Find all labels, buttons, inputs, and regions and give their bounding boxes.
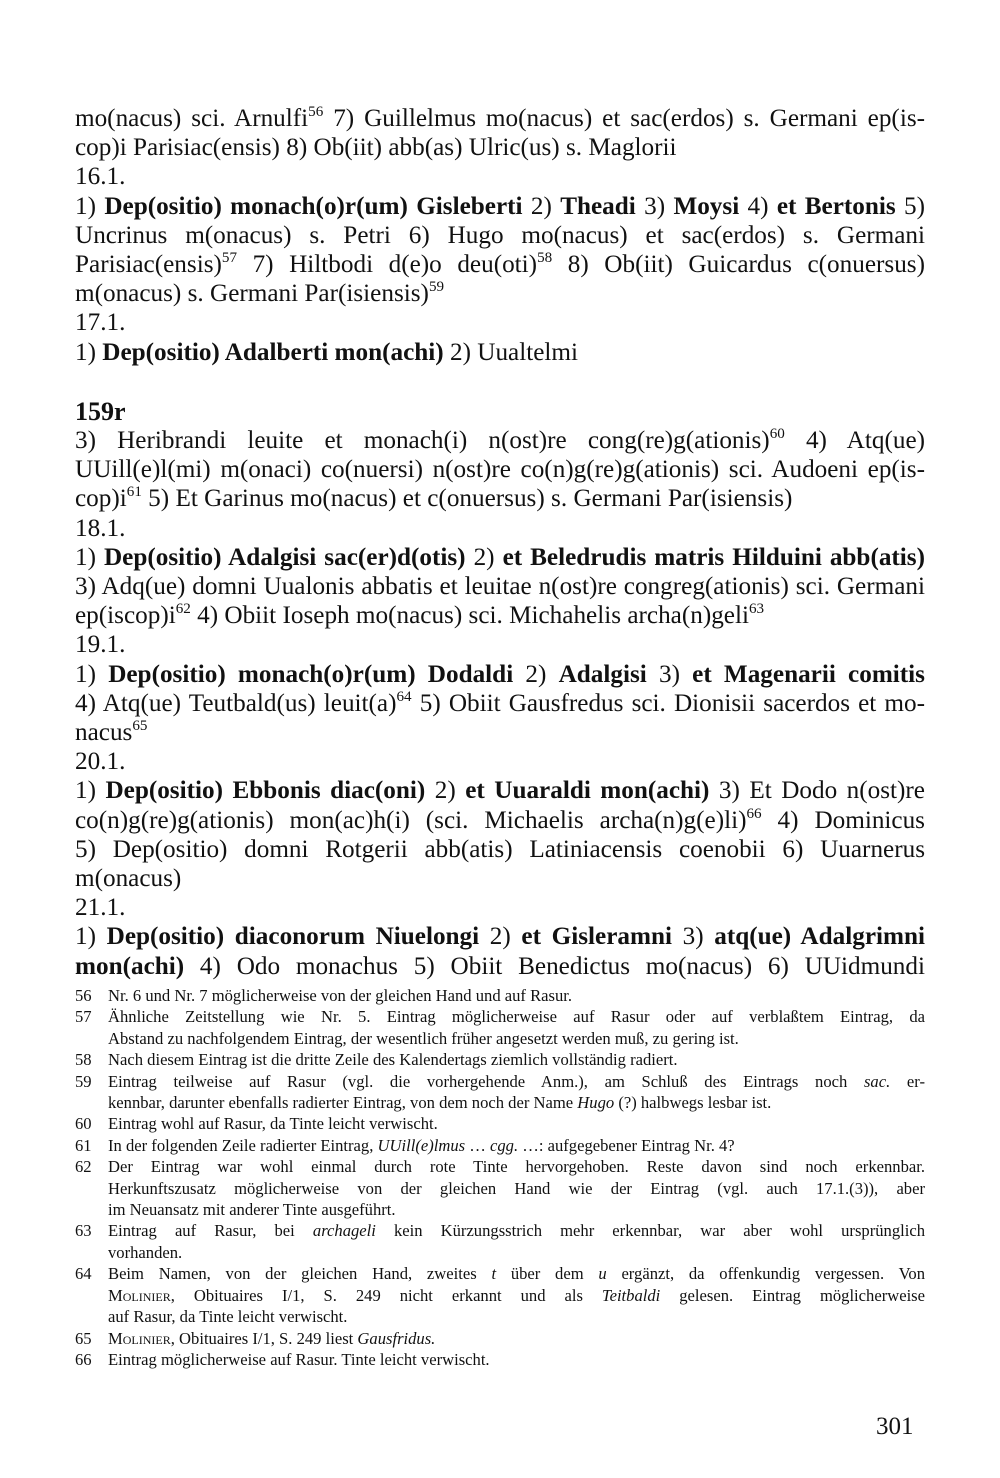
folio-heading: 159r	[75, 396, 126, 426]
footnotes	[75, 985, 925, 1370]
footnote-line: vorhanden.	[108, 1242, 183, 1262]
footnote-line: Ähnliche Zeitstellung wie Nr. 5. Eintrag möglicherweise auf Rasur oder auf verblaßtem Eintrag, da	[108, 1007, 925, 1027]
text-line: 1) Dep(ositio) diaconorum Niuelongi 2) et Gisleramni 3) atq(ue) Adalgrimni	[75, 923, 925, 951]
footnote	[75, 1006, 925, 1049]
footnote-number: 57	[75, 1007, 92, 1027]
text-line: 16.1.	[75, 163, 126, 191]
footnote-line: im Neuansatz mit anderer Tinte ausgeführt.	[108, 1200, 396, 1220]
text-line: 3) Adq(ue) domni Uualonis abbatis et leuitae n(ost)re congreg(ationis) sci. Germani	[75, 573, 925, 601]
text-line: 21.1.	[75, 894, 126, 922]
footnote-line: Molinier, Obituaires I/1, S. 249 nicht erkannt und als Teitbaldi gelesen. Eintrag möglicherweise	[108, 1285, 925, 1305]
text-line: m(onacus)	[75, 865, 182, 893]
section-gap	[75, 367, 925, 397]
footnote	[75, 985, 925, 1006]
text-line: nacus$^{65}$	[75, 718, 148, 747]
text-line: 1) Dep(ositio) Adalberti mon(achi) 2) Uualtelmi	[75, 338, 579, 366]
footnote-line: Eintrag möglicherweise auf Rasur. Tinte leicht verwischt.	[108, 1349, 490, 1369]
text-line: 1) Dep(ositio) monach(o)r(um) Gisleberti 2) Theadi 3) Moysi 4) et Bertonis 5)	[75, 192, 926, 220]
footnote	[75, 1135, 925, 1156]
text-line: 1) Dep(ositio) monach(o)r(um) Dodaldi 2) Adalgisi 3) et Magenarii comitis	[75, 660, 925, 688]
text-line: 1) Dep(ositio) Adalgisi sac(er)d(otis) 2) et Beledrudis matris Hilduini abb(atis)	[75, 543, 925, 571]
text-line: 4) Atq(ue) Teutbald(us) $leuit(a)^{64}$ 5) Obiit Gausfredus sci. Dionisii sacerdos et mo-	[75, 689, 925, 717]
footnote-line: Der Eintrag war wohl einmal durch rote Tinte hervorgehoben. Reste davon sind noch erkennbar.	[108, 1157, 925, 1177]
text-line: co(n)g(re)g(ationis) mon(ac)h(i) (sci. Michaelis archa(n)g(e)li)$^{66}$ 4) Dominicus	[75, 805, 925, 834]
text-line: cop)i Parisiac(ensis) 8) Ob(iit) abb(as) Ulric(us) s. Maglorii	[75, 134, 677, 162]
text-line: 1) Dep(ositio) Ebbonis diac(oni) 2) et Uuaraldi mon(achi) 3) Et Dodo n(ost)re	[75, 777, 925, 805]
footnote-line: Eintrag teilweise auf Rasur (vgl. die vorhergehende Anm.), am Schluß des Eintrags noch sac. er-	[108, 1071, 926, 1091]
text-line: $cop)i^{61}$ 5) Et Garinus mo(nacus) et c(onuersus) s. Germani Par(isiensis)	[75, 484, 793, 513]
footnote-number: 58	[75, 1050, 92, 1070]
text-line: mo(nacus) sci. Arnulfi$^{56}$ 7) Guillelmus mo(nacus) et sac(erdos) s. Germani ep(is-	[75, 104, 926, 132]
text-line: 20.1.	[75, 748, 126, 776]
footnote	[75, 1113, 925, 1134]
text-line: 3) Heribrandi leuite et monach(i) n(ost)re cong(re)g(ationis)$^{60}$ 4) Atq(ue)	[75, 426, 926, 455]
footnote-line: Nr. 6 und Nr. 7 möglicherweise von der gleichen Hand und auf Rasur.	[108, 986, 573, 1005]
footnote-line: Nach diesem Eintrag ist die dritte Zeile des Kalendertags ziemlich vollständig radiert.	[108, 1050, 678, 1070]
footnote-number: 59	[75, 1071, 92, 1091]
footnote-line: Herkunftszusatz möglicherweise von der gleichen Hand wie der Eintrag (vgl. auch 17.1.(3)), aber	[108, 1178, 925, 1198]
footnote-number: 63	[75, 1221, 92, 1241]
text-line: 5) Dep(ositio) domni Rotgerii abb(atis) Latiniacensis coenobii 6) Uuarnerus	[75, 835, 925, 863]
footnote	[75, 1071, 925, 1114]
footnote	[75, 1263, 925, 1327]
footnote-number: 61	[75, 1135, 92, 1155]
footnote-line: In der folgenden Zeile radierter Eintrag, UUill(e)lmus … cgg. …: aufgegebener Eintrag Nr. 4?	[108, 1135, 735, 1155]
page-number: 301	[876, 1413, 914, 1440]
footnote-number: 56	[75, 986, 92, 1005]
footnote-number: 65	[75, 1328, 92, 1348]
main-text	[75, 104, 925, 981]
text-line: 19.1.	[75, 631, 126, 659]
footnote-line: Beim Namen, von der gleichen Hand, zweites t über dem u ergänzt, da offenkundig vergessen. Von	[108, 1264, 926, 1284]
footnote-number: 64	[75, 1264, 92, 1284]
footnote-line: Abstand zu nachfolgendem Eintrag, der wesentlich früher angesetzt werden muß, zu gering ist.	[108, 1028, 739, 1048]
footnote	[75, 1328, 925, 1349]
footnote-line: Molinier, Obituaires I/1, S. 249 liest Gausfridus.	[108, 1328, 436, 1348]
footnote-number: 60	[75, 1114, 92, 1134]
footnote	[75, 1349, 925, 1370]
text-line: Parisiac(ensis)$^{57}$ 7) Hiltbodi d(e)o deu(oti)$^{58}$ 8) Ob(iit) Guicardus c(onuersus)	[75, 250, 925, 279]
footnote	[75, 1049, 925, 1070]
text-line: $ep(iscop)i^{62}$ 4) Obiit Ioseph mo(nacus) sci. Michahelis archa(n)geli$^{63}$	[75, 601, 765, 630]
footnote-line: kennbar, darunter ebenfalls radierter Eintrag, von dem noch der Name Hugo (?) halbwegs lesbar ist.	[108, 1093, 772, 1113]
footnote-line: auf Rasur, da Tinte leicht verwischt.	[108, 1307, 348, 1327]
text-line: 18.1.	[75, 514, 126, 542]
footnote-number: 66	[75, 1349, 92, 1369]
footnote-line: Eintrag wohl auf Rasur, da Tinte leicht verwischt.	[108, 1114, 438, 1134]
text-line: Uncrinus m(onacus) s. Petri 6) Hugo mo(nacus) et sac(erdos) s. Germani	[75, 221, 925, 249]
footnote-line: Eintrag auf Rasur, bei archageli kein Kürzungsstrich mehr erkennbar, war aber wohl ursprünglich	[108, 1221, 926, 1241]
footnote	[75, 1220, 925, 1263]
footnote-number: 62	[75, 1157, 92, 1177]
footnote	[75, 1156, 925, 1220]
text-line: 17.1.	[75, 309, 126, 337]
text-line: mon(achi) 4) Odo monachus 5) Obiit Benedictus mo(nacus) 6) UUidmundi	[75, 952, 925, 980]
text-line: m(onacus) s. Germani Par(isiensis)$^{59}$	[75, 279, 445, 308]
text-line: UUill(e)l(mi) m(onaci) co(nuersi) n(ost)re co(n)g(re)g(ationis) sci. Audoeni ep(is-	[75, 456, 925, 484]
